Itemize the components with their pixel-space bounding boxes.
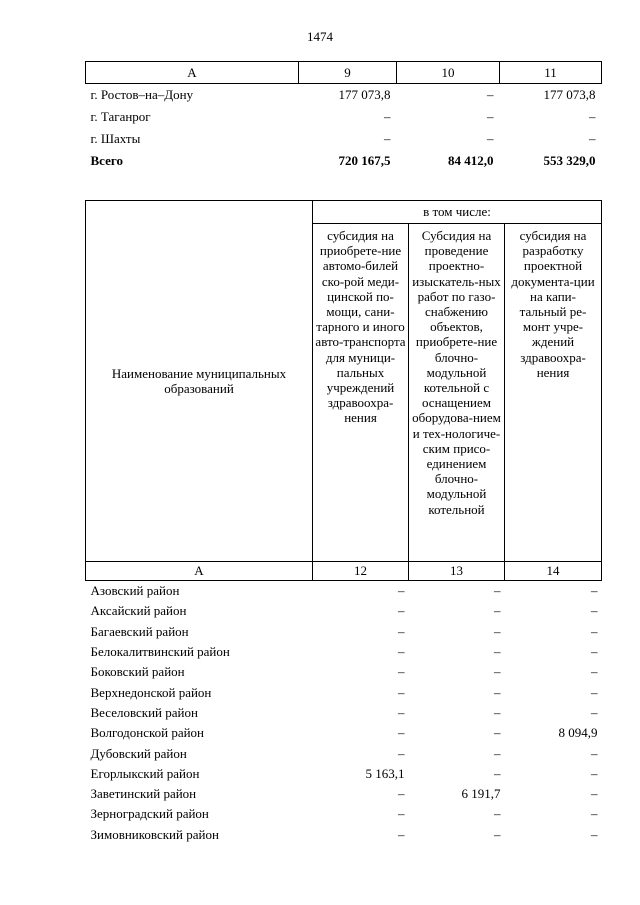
cell-value: – (398, 583, 405, 599)
cell-value: – (487, 109, 494, 124)
table-row (86, 825, 602, 845)
cell-value: – (398, 725, 405, 741)
cell-value: – (398, 786, 405, 802)
table-row (86, 764, 602, 784)
cell-value: – (591, 664, 598, 680)
cell-value: – (591, 826, 598, 842)
column-header: 9 (299, 62, 397, 84)
cell-value: 5 163,1 (365, 765, 405, 781)
column-number-row (86, 562, 602, 581)
row-name: г. Шахты (90, 131, 141, 146)
row-name: Дубовский район (90, 745, 187, 761)
cell-value: – (398, 603, 405, 619)
cell-value: – (384, 109, 391, 124)
column-header: субсидия на приобрете-ние автомо-билей ско-рой меди-цинской по-мощи, сани-тарного и иного авто-транспорта для муници-пальных учреждений здравоохра-нения (313, 224, 409, 562)
cell-value: – (494, 704, 501, 720)
row-name: г. Таганрог (90, 109, 151, 124)
group-header: в том числе: (313, 201, 602, 224)
cell-value: – (398, 684, 405, 700)
table-row (86, 150, 602, 172)
cell-value: – (398, 664, 405, 680)
cell-value: – (494, 603, 501, 619)
cell-value: 6 191,7 (461, 786, 501, 802)
cell-value: 177 073,8 (338, 87, 391, 102)
column-number: 12 (313, 562, 409, 581)
cell-value: – (494, 623, 501, 639)
column-header: Субсидия на проведение проектно-изыскатель-ных работ по газо-снабжению объектов, приобрете-ние блочно-модульной котельной с оснащением оборудова-нием и тех-нологиче-ским присо-единением блочно-модульной котельной (409, 224, 505, 562)
table-row (86, 662, 602, 682)
cell-value: – (591, 583, 598, 599)
row-name: Волгодонской район (90, 725, 205, 741)
cell-value: – (494, 684, 501, 700)
cell-value: – (591, 806, 598, 822)
column-header: А (86, 62, 299, 84)
name-column-header: Наименование муниципальных образований (86, 201, 313, 562)
cell-value: 84 412,0 (448, 153, 494, 168)
cell-value: – (591, 745, 598, 761)
cell-value: – (591, 765, 598, 781)
row-name: Боковский район (90, 664, 185, 680)
cell-value: – (384, 131, 391, 146)
table-row (86, 784, 602, 804)
row-name: Белокалитвинский район (90, 644, 230, 660)
column-header: 11 (500, 62, 602, 84)
row-name: Егорлыкский район (90, 765, 200, 781)
table-row (86, 682, 602, 702)
row-name: Зимовниковский район (90, 826, 219, 842)
table-header-row (86, 62, 602, 84)
cell-value: – (494, 725, 501, 741)
cell-value: – (589, 131, 596, 146)
cell-value: – (398, 806, 405, 822)
cell-value: – (494, 583, 501, 599)
table-row (86, 804, 602, 824)
cell-value: – (494, 644, 501, 660)
cell-value: – (398, 623, 405, 639)
row-name: Азовский район (90, 583, 180, 599)
column-header: субсидия на разработку проектной документа-ции на капи-тальный ре-монт учре-ждений здравоохра-нения (505, 224, 602, 562)
cell-value: – (494, 806, 501, 822)
table-row (86, 642, 602, 662)
cell-value: – (398, 745, 405, 761)
subsidy-table (85, 200, 602, 845)
cell-value: – (591, 684, 598, 700)
cell-value: 720 167,5 (338, 153, 391, 168)
cell-value: – (487, 131, 494, 146)
cell-value: 553 329,0 (543, 153, 596, 168)
cell-value: 8 094,9 (558, 725, 598, 741)
table-row (86, 581, 602, 602)
row-name: Багаевский район (90, 623, 189, 639)
summary-table (85, 61, 602, 172)
table-row (86, 601, 602, 621)
table-row (86, 84, 602, 107)
row-name: Всего (90, 153, 123, 168)
cell-value: – (591, 704, 598, 720)
table-header-row (86, 201, 602, 224)
row-name: Зерноградский район (90, 806, 209, 822)
row-name: Веселовский район (90, 704, 198, 720)
cell-value: – (487, 87, 494, 102)
table-row (86, 128, 602, 150)
cell-value: – (494, 826, 501, 842)
table-row (86, 743, 602, 763)
cell-value: – (494, 745, 501, 761)
row-name: г. Ростов–на–Дону (90, 87, 194, 102)
column-header: 10 (397, 62, 500, 84)
cell-value: – (494, 664, 501, 680)
table-row (86, 622, 602, 642)
table-row (86, 723, 602, 743)
cell-value: 177 073,8 (543, 87, 596, 102)
cell-value: – (591, 786, 598, 802)
table-row (86, 106, 602, 128)
row-name: Заветинский район (90, 786, 197, 802)
cell-value: – (398, 704, 405, 720)
cell-value: – (398, 826, 405, 842)
cell-value: – (591, 644, 598, 660)
row-name: Аксайский район (90, 603, 187, 619)
table-row (86, 703, 602, 723)
cell-value: – (398, 644, 405, 660)
column-number: 13 (409, 562, 505, 581)
column-number: А (86, 562, 313, 581)
cell-value: – (591, 623, 598, 639)
cell-value: – (591, 603, 598, 619)
row-name: Верхнедонской район (90, 684, 212, 700)
cell-value: – (589, 109, 596, 124)
cell-value: – (494, 765, 501, 781)
column-number: 14 (505, 562, 602, 581)
page-number: 1474 (307, 29, 333, 44)
